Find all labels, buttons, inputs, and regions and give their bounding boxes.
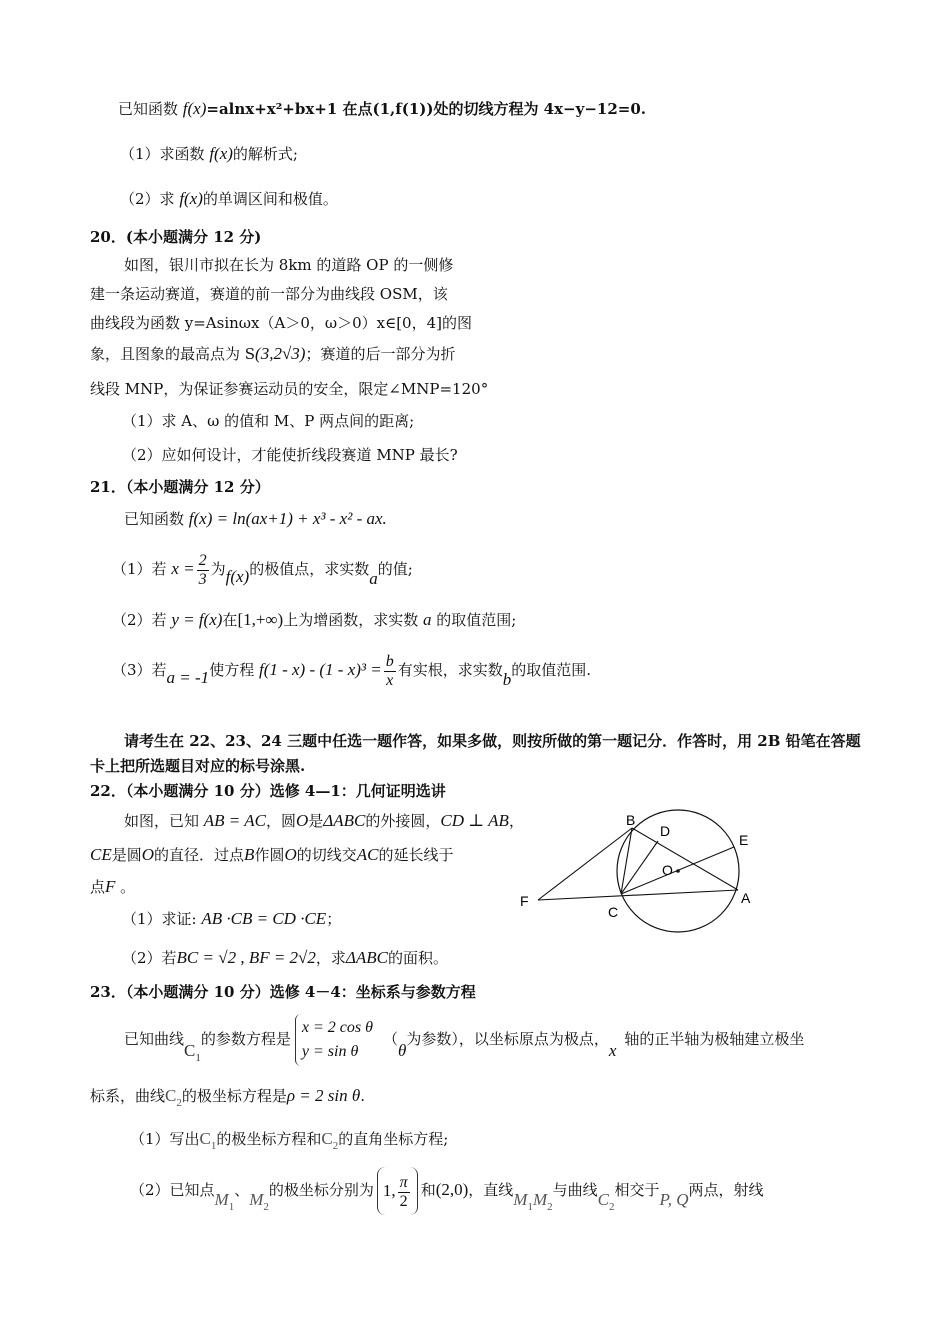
label-c: C — [608, 904, 619, 920]
q19-part2-b: 的单调区间和极值。 — [202, 190, 338, 208]
q22-l2-m2: O — [141, 845, 155, 864]
q22-l3-m: F — [105, 877, 116, 896]
q21-part3-c: 有实根，求实数 — [397, 661, 503, 679]
q23-p2-f: 与曲线 — [552, 1181, 598, 1199]
q19-fx: f(x) — [182, 99, 207, 118]
q23-line-m1m2 — [513, 1190, 553, 1213]
q20-line3: 曲线段为函数 y=Asinωx（A＞0，ω＞0）x∈[0，4]的图 — [90, 314, 472, 332]
label-o: O — [662, 862, 673, 878]
q23-pq: P, Q — [659, 1190, 689, 1209]
q22-p2-b: ，求 — [315, 949, 346, 967]
q22-l2-d: 的切线交 — [296, 846, 357, 864]
q23-c1-sub: 1 — [195, 1052, 201, 1064]
q23-pi-over-2 — [398, 1174, 410, 1211]
q23-l2-c: . — [360, 1087, 365, 1105]
q23-p2-a: （2）已知点 — [130, 1181, 215, 1199]
q21-part3-d: 的取值范围. — [511, 661, 592, 679]
q23-p2-b: 、 — [234, 1181, 250, 1199]
q22-l1-m4: CD ⊥ AB — [440, 811, 509, 830]
q23-p1-a: （1）写出 — [130, 1130, 200, 1148]
q21-part3-equation: f(1 - x) - (1 - x)³ = — [258, 660, 382, 679]
q21-part1-a-var: a — [369, 569, 378, 588]
q23-sys-y: y = sin θ — [301, 1043, 359, 1060]
q23-l1-d: 为参数），以坐标原点为极点， — [406, 1030, 609, 1048]
q23-p2-c2 — [597, 1190, 615, 1213]
q20-line2: 建一条运动赛道，赛道的前一部分为曲线段 OSM，该 — [90, 285, 448, 303]
q22-l2-e: 的延长线于 — [378, 846, 454, 864]
q20-line4 — [90, 343, 455, 365]
q23-p2-h: 两点，射线 — [688, 1181, 764, 1199]
q23-line1 — [124, 1012, 804, 1073]
q22-line1 — [124, 810, 524, 832]
label-d: D — [660, 823, 671, 839]
q22-p1-a: （1）求证: — [122, 910, 202, 928]
q23-c1 — [184, 1041, 201, 1064]
q21-part2-d: 的取值范围; — [431, 611, 517, 629]
q19-part2 — [120, 188, 338, 210]
q23-p2-c2-letter: C — [597, 1190, 609, 1209]
q22-l2-b: 的直径．过点 — [154, 846, 245, 864]
q20-part2: （2）应如何设计，才能使折线段赛道 MNP 最长? — [122, 446, 458, 464]
q22-l3-b: 。 — [115, 878, 136, 896]
q23-p2-d: 和 — [420, 1181, 436, 1199]
q23-line2 — [90, 1085, 365, 1114]
q21-part2-a-var: a — [423, 610, 432, 629]
q22-p1-b: ； — [326, 910, 342, 928]
q22-l2-m3: B — [244, 845, 255, 864]
q22-l2-m1: CE — [90, 845, 112, 864]
q21-part1-x: x = — [171, 559, 195, 578]
q22-part1 — [122, 908, 341, 930]
q22-l1-e: ， — [508, 812, 524, 830]
q22-l1-a: 如图，已知 — [124, 812, 204, 830]
q22-l3-a: 点 — [90, 878, 106, 896]
q21-part2-b: 在 — [222, 611, 238, 629]
q23-p2-g: 相交于 — [614, 1181, 660, 1199]
q23-p1-c2-sub: 2 — [332, 1140, 339, 1152]
q21-part2-a: （2）若 — [112, 611, 172, 629]
q21-part2-interval: [1,+∞) — [237, 610, 284, 629]
label-f: F — [520, 893, 529, 909]
q22-l2-m5: AC — [356, 845, 379, 864]
q19-intro — [118, 98, 646, 120]
q23-p1-b: 的极坐标方程和 — [216, 1130, 322, 1148]
q23-p1-c1 — [199, 1129, 217, 1152]
q21-part1 — [112, 549, 413, 589]
q22-part2 — [122, 947, 448, 969]
q23-lm2-sub: 2 — [547, 1201, 553, 1213]
q20-line4-b: ；赛道的后一部分为折 — [305, 345, 456, 363]
q22-l1-m3: ΔABC — [323, 811, 366, 830]
q22-header: 22．（本小题满分 10 分）选修 4—1：几何证明选讲 — [90, 782, 446, 800]
q21-frac-b: b — [385, 652, 394, 670]
q23-l1-b: 的参数方程是 — [200, 1030, 291, 1048]
q20-header: 20．(本小题满分 12 分) — [90, 228, 262, 246]
q20-line5: 线段 MNP，为保证参赛运动员的安全，限定∠MNP=120° — [90, 380, 489, 398]
q19-part1-b: 的解析式; — [232, 145, 298, 163]
q20-point-s: (3,2√3) — [255, 344, 306, 363]
q21-frac-den: 3 — [198, 570, 207, 588]
q21-frac-num: 2 — [198, 551, 207, 569]
q21-part2 — [112, 609, 516, 631]
q21-function: f(x) = ln(ax+1) + x³ - x² - ax. — [188, 509, 387, 528]
q21-part1-c: 的极值点，求实数 — [249, 560, 370, 578]
q23-lm1-sub: 1 — [527, 1201, 533, 1213]
q23-c2 — [165, 1086, 182, 1109]
q22-p2-m: BC = √2 , BF = 2√2 — [176, 948, 316, 967]
q23-sys-x: x = 2 cos θ — [301, 1019, 373, 1036]
notice-line2: 卡上把所选题目对应的标号涂黑. — [90, 757, 306, 775]
q23-p1-c2 — [321, 1129, 339, 1152]
q23-polar-eq: ρ = 2 sin θ — [286, 1086, 361, 1105]
q23-l2-a: 标系，曲线 — [90, 1087, 166, 1105]
q23-p1-c: 的直角坐标方程; — [338, 1130, 449, 1148]
q23-p1-c1-sub: 1 — [210, 1140, 217, 1152]
q21-part2-y: y = f(x) — [171, 610, 223, 629]
q21-part3-a: （3）若 — [112, 661, 167, 679]
q23-l1-c: （ — [382, 1030, 398, 1048]
q23-c1-letter: C — [184, 1041, 196, 1060]
q21-fraction-b-x — [384, 653, 396, 690]
q22-l2-m4: O — [284, 845, 297, 864]
label-e: E — [739, 832, 749, 848]
q22-l2-a: 是圆 — [111, 846, 142, 864]
q22-line2 — [90, 844, 454, 866]
q23-point-m2: (2,0) — [435, 1180, 469, 1199]
q22-l1-m1: AB = AC — [203, 811, 266, 830]
label-b: B — [626, 812, 636, 828]
center-dot — [676, 869, 680, 873]
q21-intro-text: 已知函数 — [124, 510, 189, 528]
q21-part3-a-eq: a = -1 — [166, 668, 210, 687]
q23-pi: π — [399, 1173, 408, 1191]
q23-p1-c1-letter: C — [199, 1129, 211, 1148]
q22-p2-c: 的面积。 — [388, 949, 449, 967]
q23-point-m1 — [377, 1167, 418, 1215]
q23-p2-c2-sub: 2 — [609, 1201, 615, 1213]
q23-lm1: M — [513, 1190, 528, 1209]
q21-part1-a: （1）若 — [112, 560, 172, 578]
q23-x: x — [608, 1041, 617, 1060]
q23-lm2: M — [532, 1190, 548, 1209]
q23-c2-sub: 2 — [176, 1097, 182, 1109]
q23-part2 — [130, 1166, 764, 1221]
q21-fraction-2-3 — [197, 552, 209, 589]
q23-l1-e: 轴的正半轴为极轴建立极坐 — [624, 1030, 805, 1048]
q23-m1-sub: 1 — [228, 1201, 235, 1213]
q22-p1-m: AB ·CB = CD ·CE — [201, 909, 327, 928]
q21-part3 — [112, 650, 591, 690]
q23-two: 2 — [399, 1192, 408, 1210]
notice-line1: 请考生在 22、23、24 三题中任选一题作答，如果多做，则按所做的第一题记分．作答时，用 2B 铅笔在答题 — [124, 732, 861, 750]
q22-l1-m2: O — [295, 811, 309, 830]
q23-p1-c2-letter: C — [321, 1129, 333, 1148]
q23-m2 — [249, 1190, 269, 1213]
q23-c2-letter: C — [165, 1086, 177, 1105]
q21-header: 21．（本小题满分 12 分） — [90, 478, 270, 496]
q23-l1-a: 已知曲线 — [124, 1030, 185, 1048]
q19-part1-fx: f(x) — [209, 144, 233, 163]
line-ba — [632, 828, 738, 890]
q23-pt1-a: 1, — [382, 1181, 396, 1200]
q21-part2-c: 上为增函数，求实数 — [283, 611, 423, 629]
label-a: A — [741, 890, 751, 906]
q19-part1-a: （1）求函数 — [120, 145, 210, 163]
q22-l1-d: 的外接圆， — [365, 812, 441, 830]
q21-frac-x: x — [386, 671, 394, 689]
q23-m2-sub: 2 — [263, 1201, 269, 1213]
q23-part1 — [130, 1128, 448, 1157]
q22-p2-m2: ΔABC — [345, 948, 389, 967]
q19-part1 — [120, 143, 298, 165]
q20-line4-a: 象，且图象的最高点为 S — [90, 345, 256, 363]
q19-intro-text-a: 已知函数 — [118, 100, 183, 118]
q22-l1-c: 是 — [308, 812, 324, 830]
q22-geometry-figure — [510, 805, 770, 940]
q23-m1 — [214, 1190, 235, 1213]
q19-part2-fx: f(x) — [179, 189, 203, 208]
q19-intro-text-b: =alnx+x²+bx+1 在点(1,f(1))处的切线方程为 4x−y−12=0. — [206, 100, 647, 118]
line-fa — [538, 890, 738, 900]
q22-line3 — [90, 876, 135, 898]
q23-p2-c: 的极坐标分别为 — [268, 1181, 374, 1199]
q22-l1-b: ，圆 — [265, 812, 296, 830]
q20-part1: （1）求 A、ω 的值和 M、P 两点间的距离; — [122, 412, 415, 430]
q21-part3-b-var: b — [502, 670, 512, 689]
q20-line1: 如图，银川市拟在长为 8km 的道路 OP 的一侧修 — [124, 256, 454, 274]
q19-part2-a: （2）求 — [120, 190, 180, 208]
q21-part1-fx: f(x) — [225, 567, 250, 586]
q23-header: 23．（本小题满分 10 分）选修 4－4：坐标系与参数方程 — [90, 983, 476, 1001]
q22-p2-a: （2）若 — [122, 949, 177, 967]
q23-p2-e: ，直线 — [468, 1181, 514, 1199]
q23-m2-letter: M — [249, 1190, 264, 1209]
q21-part1-b: 为 — [210, 560, 226, 578]
q23-theta: θ — [397, 1041, 407, 1060]
q23-param-system — [295, 1014, 379, 1066]
q21-intro — [124, 508, 387, 530]
q21-part1-d: 的值; — [377, 560, 413, 578]
q21-part3-b: 使方程 — [209, 661, 259, 679]
q22-l2-c: 作圆 — [254, 846, 285, 864]
q23-l2-b: 的极坐标方程是 — [181, 1087, 287, 1105]
q23-m1-letter: M — [214, 1190, 229, 1209]
